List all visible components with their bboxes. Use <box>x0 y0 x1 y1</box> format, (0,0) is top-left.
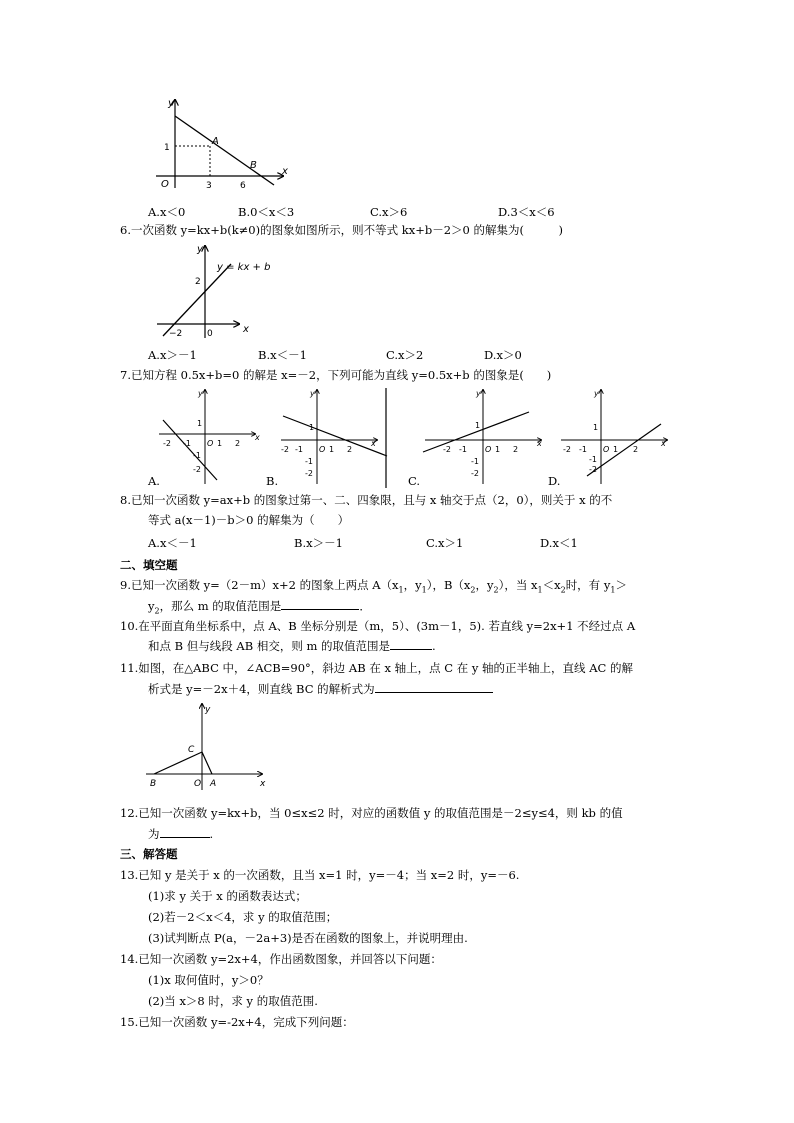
tick-neg2: −2 <box>169 329 183 339</box>
q8-option-d[interactable]: D.x＜1 <box>540 536 578 550</box>
q10-answer-blank[interactable] <box>390 637 432 650</box>
q6-option-b[interactable]: B.x＜－1 <box>258 348 307 362</box>
q7-option-b[interactable]: B. <box>266 474 279 488</box>
q8-text-line2: 等式 a(x－1)－b＞0 的解集为（ ） <box>148 513 350 527</box>
point-c-label: C <box>188 745 195 755</box>
q7-option-c[interactable]: C. <box>408 474 421 488</box>
q12-answer-blank[interactable] <box>160 825 210 838</box>
point-b-label: B <box>150 779 157 789</box>
svg-text:y: y <box>310 389 315 398</box>
q13-sub3: (3)试判断点 P(a，－2a+3)是否在函数的图象上，并说明理由. <box>148 931 468 945</box>
q7-graph-c <box>423 389 542 484</box>
q5-figure <box>148 96 298 191</box>
q11-text-line2: 析式是 y=－2x＋4，则直线 BC 的解析式为 <box>148 680 493 698</box>
q12-text-line1: 12.已知一次函数 y=kx+b，当 0≤x≤2 时，对应的函数值 y 的取值范围是－2≤y≤4，则 kb 的值 <box>120 806 623 820</box>
svg-text:-1: -1 <box>295 445 303 454</box>
svg-text:-1: -1 <box>305 457 313 466</box>
svg-text:x: x <box>661 439 666 448</box>
svg-text:2: 2 <box>347 445 353 454</box>
q7-figures <box>145 384 665 489</box>
svg-text:1: 1 <box>475 421 481 430</box>
q8-option-b[interactable]: B.x＞－1 <box>294 536 343 550</box>
tick-3: 3 <box>206 181 212 191</box>
svg-text:-1: -1 <box>579 445 587 454</box>
svg-text:2: 2 <box>513 445 519 454</box>
q11-text-line1: 11.如图，在△ABC 中，∠ACB=90°，斜边 AB 在 x 轴上，点 C 在 y 轴的正半轴上，直线 AC 的解 <box>120 661 633 675</box>
q14-sub2: (2)当 x＞8 时，求 y 的取值范围. <box>148 994 318 1008</box>
point-b-label: B <box>250 160 257 171</box>
svg-text:-1: -1 <box>193 451 201 460</box>
svg-text:y: y <box>198 389 203 398</box>
svg-text:-2: -2 <box>281 445 289 454</box>
q8-option-a[interactable]: A.x＜－1 <box>148 536 197 550</box>
q7-option-a[interactable]: A. <box>148 474 160 488</box>
q8-option-c[interactable]: C.x＞1 <box>426 536 464 550</box>
q13-text: 13.已知 y 是关于 x 的一次函数，且当 x=1 时，y=－4；当 x=2 时，y=－6. <box>120 868 520 882</box>
tick-2: 2 <box>195 277 201 287</box>
svg-text:1: 1 <box>217 439 223 448</box>
svg-text:-1: -1 <box>459 445 467 454</box>
q10-text-line2: 和点 B 但与线段 AB 相交，则 m 的取值范围是 . <box>148 639 436 653</box>
tick-0: 0 <box>207 329 213 339</box>
svg-text:-2: -2 <box>589 465 597 474</box>
point-a-label: A <box>210 779 217 789</box>
section-solve-title: 三、解答题 <box>120 847 178 861</box>
q6-figure <box>155 240 275 340</box>
svg-text:-2: -2 <box>305 469 313 478</box>
svg-text:1: 1 <box>495 445 501 454</box>
origin-label: O <box>161 179 169 190</box>
svg-text:1: 1 <box>613 445 619 454</box>
origin-label: O <box>194 779 202 789</box>
tick-6: 6 <box>240 181 246 191</box>
svg-text:1: 1 <box>593 423 599 432</box>
q14-sub1: (1)x 取何值时，y＞0？ <box>148 973 269 987</box>
svg-text:-2: -2 <box>563 445 571 454</box>
q10-text-line1: 10.在平面直角坐标系中，点 A、B 坐标分别是（m，5）、(3m－1，5). 若直线 y=2x+1 不经过点 A <box>120 619 636 633</box>
axis-y-label: y <box>168 98 174 109</box>
q11-figure <box>142 700 272 795</box>
svg-text:O: O <box>319 445 326 454</box>
q6-option-d[interactable]: D.x＞0 <box>484 348 522 362</box>
tick-1: 1 <box>164 143 170 153</box>
axis-y-label: y <box>205 705 211 715</box>
svg-text:-1: -1 <box>589 455 597 464</box>
q7-text: 7.已知方程 0.5x+b=0 的解是 x=－2，下列可能为直线 y=0.5x+b 的图象是( ) <box>120 368 552 382</box>
svg-text:2: 2 <box>633 445 639 454</box>
q14-text: 14.已知一次函数 y=2x+4，作出函数图象，并回答以下问题： <box>120 952 442 966</box>
axis-x-label: x <box>282 166 288 177</box>
svg-text:x: x <box>255 433 260 442</box>
q5-option-c[interactable]: C.x＞6 <box>370 205 408 219</box>
q8-text-line1: 8.已知一次函数 y=ax+b 的图象过第一、二、四象限，且与 x 轴交于点（2，0），则关于 x 的不 <box>120 493 613 507</box>
q7-graph-d <box>561 389 667 484</box>
q5-option-d[interactable]: D.3＜x＜6 <box>498 205 555 219</box>
svg-text:-2: -2 <box>443 445 451 454</box>
axis-y-label: y <box>197 244 203 255</box>
q11-answer-blank[interactable] <box>375 680 493 693</box>
svg-text:O: O <box>603 445 610 454</box>
q12-text-line2: 为 . <box>148 827 214 841</box>
svg-text:O: O <box>207 439 214 448</box>
svg-text:y: y <box>476 389 481 398</box>
q9-text-line2: $y_2$，那么 m 的取值范围是 ． <box>148 599 371 616</box>
svg-text:1: 1 <box>309 423 315 432</box>
q15-text: 15.已知一次函数 y=-2x+4，完成下列问题： <box>120 1015 354 1029</box>
svg-text:-2: -2 <box>471 469 479 478</box>
q5-option-a[interactable]: A.x＜0 <box>148 205 186 219</box>
line-equation: y = kx + b <box>217 262 271 273</box>
q6-option-c[interactable]: C.x＞2 <box>386 348 424 362</box>
svg-text:-2: -2 <box>193 465 201 474</box>
svg-text:O: O <box>485 445 492 454</box>
q7-option-d[interactable]: D. <box>548 474 561 488</box>
point-a-label: A <box>212 136 219 147</box>
svg-text:-1: -1 <box>183 439 191 448</box>
svg-text:-2: -2 <box>163 439 171 448</box>
q13-sub1: (1)求 y 关于 x 的函数表达式； <box>148 889 307 903</box>
q7-graph-a <box>159 389 260 484</box>
q13-sub2: (2)若－2＜x＜4，求 y 的取值范围； <box>148 910 338 924</box>
svg-text:y: y <box>594 389 599 398</box>
q7-graph-b <box>281 389 387 484</box>
axis-x-label: x <box>260 779 266 789</box>
svg-text:x: x <box>371 439 376 448</box>
svg-text:1: 1 <box>197 419 203 428</box>
svg-text:2: 2 <box>235 439 241 448</box>
svg-text:1: 1 <box>329 445 335 454</box>
q9-answer-blank[interactable] <box>281 597 359 610</box>
svg-text:x: x <box>537 439 542 448</box>
q5-option-b[interactable]: B.0＜x＜3 <box>238 205 295 219</box>
q9-text-line1: 9.已知一次函数 y=（2－m）x+2 的图象上两点 $A(x_1$，$y_1$），$B(x_2$，$y_2$），当 $x_1<x_2$时，有 $y_1>$ <box>120 578 627 595</box>
svg-text:-1: -1 <box>471 457 479 466</box>
axis-x-label: x <box>243 324 249 335</box>
q6-option-a[interactable]: A.x＞－1 <box>148 348 197 362</box>
section-fill-in-title: 二、填空题 <box>120 558 178 572</box>
q6-text: 6.一次函数 y=kx+b(k≠0)的图象如图所示，则不等式 kx+b－2＞0 的解集为( ) <box>120 223 563 237</box>
